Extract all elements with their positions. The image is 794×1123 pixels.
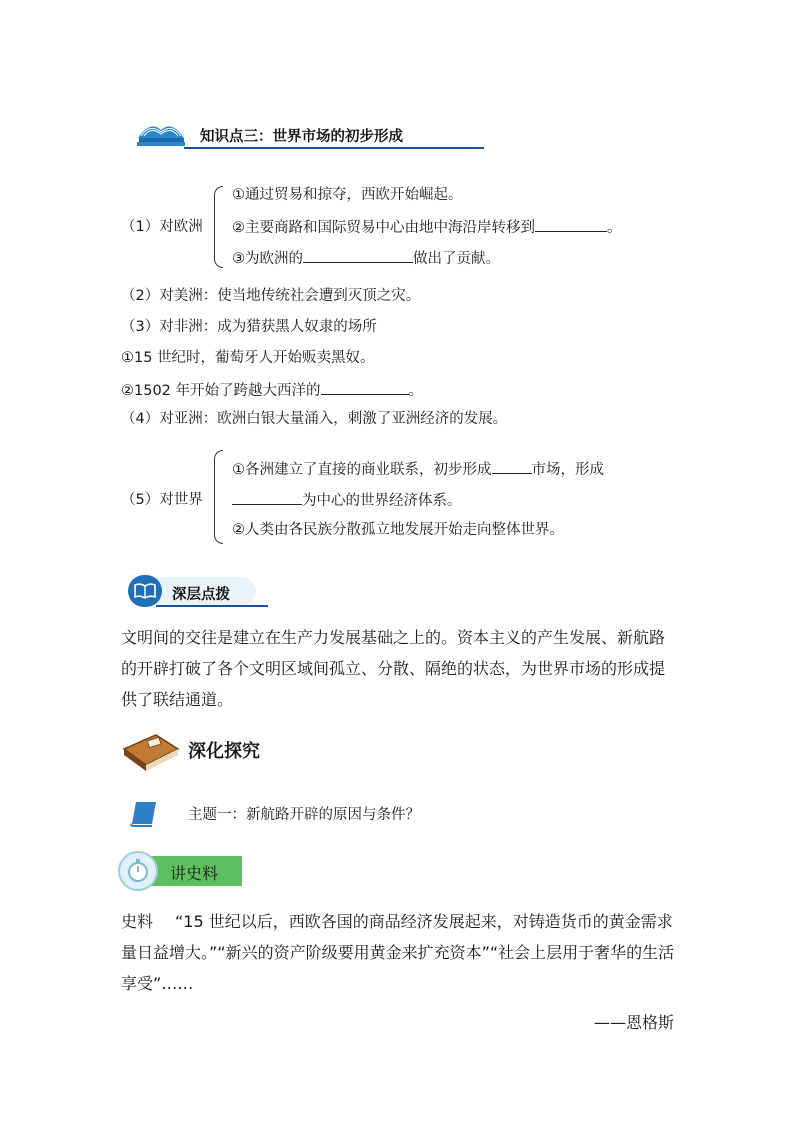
europe-item-1: ①通过贸易和掠夺，西欧开始崛起。 [232,187,463,203]
america-line: （2）对美洲：使当地传统社会遭到灭顶之灾。 [121,288,421,304]
insight-paragraph: 文明间的交往是建立在生产力发展基础之上的。资本主义的产生发展、新航路的开辟打破了各个文明区域间孤立、分散、隔绝的状态，为世界市场的形成提供了联结通道。 [121,628,666,709]
world-item-3: ②人类由各民族分散孤立地发展开始走向整体世界。 [232,522,564,538]
fill-blank[interactable] [232,490,302,505]
africa-line: （3）对非洲：成为猎获黑人奴隶的场所 [121,319,377,335]
fill-blank[interactable] [535,217,607,232]
section-title: 知识点三：世界市场的初步形成 [200,129,403,145]
section-header-knowledge [136,116,486,152]
source-label: 史料 [121,912,154,931]
fill-blank[interactable] [492,459,532,474]
source-badge [118,851,242,891]
source-text: “15 世纪以后，西欧各国的商品经济发展起来，对铸造货币的黄金需求量日益增大。”“新兴的资产阶级要用黄金来扩充资本”“社会上层用于奢华的生活享受”…… [121,912,675,993]
europe-item-3: ③为欧洲的 做出了贡献。 [232,248,500,268]
world-label: （5）对世界 [121,492,203,508]
fill-blank[interactable] [321,380,409,395]
title-underline [184,147,484,149]
brace-europe [214,186,223,268]
world-item-2: 为中心的世界经济体系。 [232,490,462,510]
section-title: 深化探究 [188,741,260,762]
brace-world [214,450,223,544]
badge-label: 讲史料 [170,864,219,883]
book-icon [120,727,182,771]
book-stack-icon [136,116,186,148]
attribution: ——恩格斯 [594,1013,675,1032]
world-item-1: ①各洲建立了直接的商业联系，初步形成 市场，形成 [232,459,604,479]
title-underline [156,605,268,607]
bookmark-icon [130,800,160,828]
africa-item-1: ①15 世纪时，葡萄牙人开始贩卖黑奴。 [121,350,375,366]
stopwatch-icon [125,858,151,884]
section-header-insight [128,575,273,609]
asia-line: （4）对亚洲：欧洲白银大量涌入，刺激了亚洲经济的发展。 [121,411,508,427]
open-book-icon [134,583,156,599]
topic-line: 主题一：新航路开辟的原因与条件？ [188,807,420,823]
section-title: 深层点拨 [172,587,230,603]
europe-item-2: ②主要商路和国际贸易中心由地中海沿岸转移到 。 [232,217,622,237]
fill-blank[interactable] [303,248,413,263]
africa-item-2: ②1502 年开始了跨越大西洋的 。 [121,380,423,400]
source-paragraph [121,906,677,999]
europe-label: （1）对欧洲 [121,219,203,235]
